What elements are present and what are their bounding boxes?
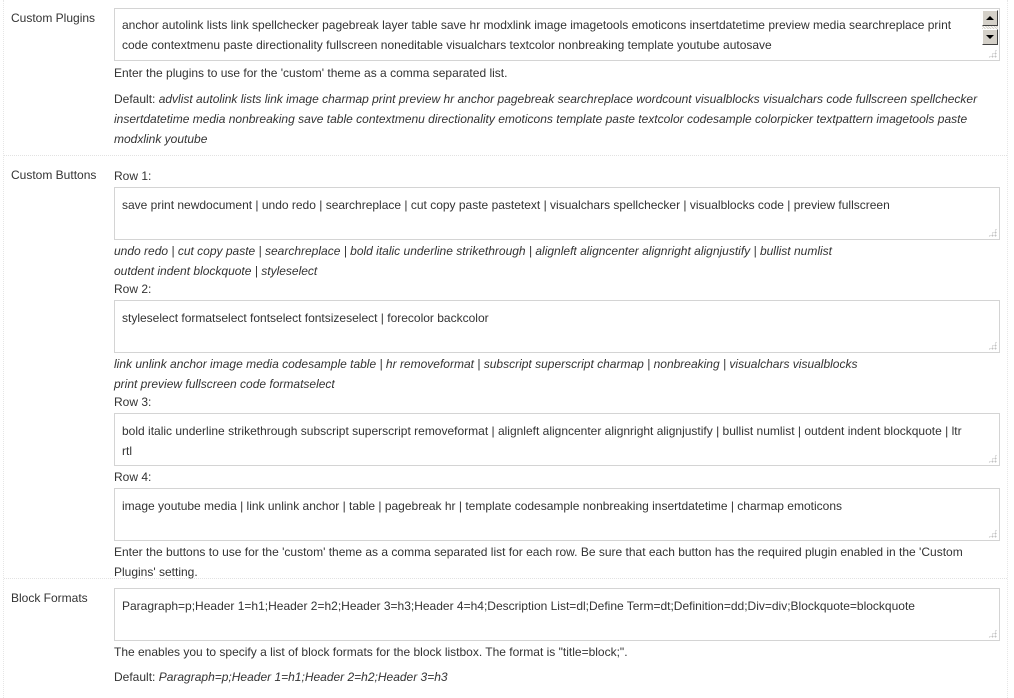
default-value: Paragraph=p;Header 1=h1;Header 2=h2;Header 3=h3 (158, 670, 448, 684)
row-3-label: Row 3: (114, 395, 152, 409)
row-2-value: styleselect formatselect fontselect fontsizeselect | forecolor backcolor (122, 311, 489, 325)
arrow-down-icon (986, 35, 994, 39)
custom-plugins-default (114, 89, 994, 149)
row-4-textarea[interactable] (114, 488, 1000, 541)
block-formats-help: The enables you to specify a list of block formats for the block listbox. The format is "title=block;". (114, 645, 628, 659)
resize-grip-icon[interactable] (988, 49, 997, 58)
custom-plugins-field (114, 8, 1007, 148)
block-formats-field (114, 588, 1007, 691)
row-3-value: bold italic underline strikethrough subscript superscript removeformat | alignleft aligncenter alignright alignjustify | bullist numlist | outdent indent blockquote | ltr rtl (122, 424, 962, 458)
default-label: Default: (114, 670, 156, 684)
resize-grip-icon[interactable] (988, 529, 997, 538)
row-2-hint: link unlink anchor image media codesample table | hr removeformat | subscript superscript charmap | nonbreaking | visualchars visualblocks print preview fullscreen code formatselect (114, 357, 858, 391)
custom-plugins-textarea[interactable] (114, 8, 1000, 61)
row-1-hint: undo redo | cut copy paste | searchreplace | bold italic underline strikethrough | alignleft aligncenter alignright alignjustify | bullist numlist outdent indent blockquote | styleselect (114, 244, 832, 278)
custom-buttons-help: Enter the buttons to use for the 'custom' theme as a comma separated list for each row. Be sure that each button has the required plugin enabled in the 'Custom Plugins' setting. (114, 545, 963, 579)
textarea-scrollbar[interactable] (982, 10, 998, 46)
block-formats-textarea[interactable] (114, 588, 1000, 641)
block-formats-label: Block Formats (11, 591, 88, 605)
resize-grip-icon[interactable] (988, 629, 997, 638)
row-1-label: Row 1: (114, 169, 152, 183)
arrow-up-icon (986, 16, 994, 20)
settings-form (3, 0, 1008, 698)
block-formats-value: Paragraph=p;Header 1=h1;Header 2=h2;Header 3=h3;Header 4=h4;Description List=dl;Define Term=dt;Definition=dd;Div=div;Blockquote=blockquote (122, 599, 915, 613)
custom-buttons-label: Custom Buttons (11, 168, 97, 182)
resize-grip-icon[interactable] (988, 228, 997, 237)
row-1-textarea[interactable] (114, 187, 1000, 240)
setting-custom-plugins (4, 0, 1007, 155)
row-2-label: Row 2: (114, 282, 152, 296)
scroll-down-button[interactable] (982, 29, 998, 45)
custom-plugins-help: Enter the plugins to use for the 'custom' theme as a comma separated list. (114, 66, 508, 80)
custom-buttons-field (114, 165, 1007, 579)
custom-plugins-value: anchor autolink lists link spellchecker pagebreak layer table save hr modxlink image imagetools emoticons insertdatetime preview media searchreplace print code contextmenu paste directionality fullscreen noneditable visualchars textcolor nonbreaking template youtube autosave (122, 18, 952, 52)
scroll-up-button[interactable] (982, 10, 998, 26)
row-4-value: image youtube media | link unlink anchor | table | pagebreak hr | template codesample nonbreaking insertdatetime | charmap emoticons (122, 499, 842, 513)
resize-grip-icon[interactable] (988, 341, 997, 350)
default-value: advlist autolink lists link image charmap print preview hr anchor pagebreak searchreplace wordcount visualblocks visualchars code fullscreen spellchecker insertdatetime media nonbreaking save table contextmenu directionality emoticons template paste textcolor codesample colorpicker textpattern imagetools paste modxlink youtube (114, 92, 978, 146)
resize-grip-icon[interactable] (988, 454, 997, 463)
row-3-textarea[interactable] (114, 413, 1000, 466)
block-formats-default (114, 667, 1001, 687)
default-label: Default: (114, 92, 156, 106)
row-4-label: Row 4: (114, 470, 152, 484)
row-2-textarea[interactable] (114, 300, 1000, 353)
setting-block-formats (4, 578, 1007, 698)
setting-custom-buttons (4, 155, 1007, 578)
row-1-value: save print newdocument | undo redo | searchreplace | cut copy paste pastetext | visualchars spellchecker | visualblocks code | preview fullscreen (122, 198, 890, 212)
custom-plugins-label: Custom Plugins (11, 11, 96, 25)
